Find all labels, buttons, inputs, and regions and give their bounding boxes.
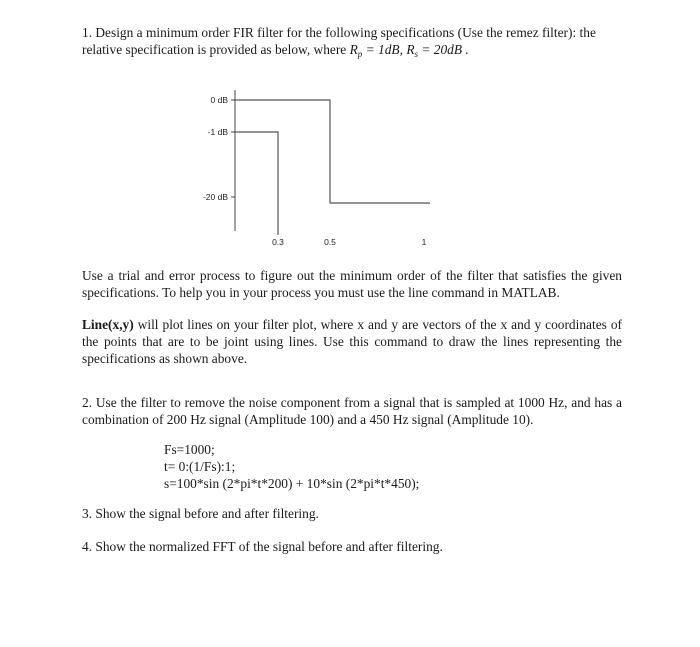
line-command-paragraph (82, 316, 622, 367)
x-label-0-5: 0.5 (324, 237, 336, 247)
y-label-1db: -1 dB (207, 127, 228, 137)
filter-spec-figure (190, 85, 430, 255)
x-label-1: 1 (421, 237, 427, 247)
upper-spec-line (235, 100, 430, 203)
rs-value: = 20dB . (421, 42, 469, 57)
y-label-20db: -20 dB (202, 192, 228, 202)
rp-symbol: R (349, 42, 358, 57)
question-4: 4. Show the normalized FFT of the signal before and after filtering. (82, 539, 443, 554)
line-command-bold: Line(x,y) (82, 317, 134, 332)
question-1-text: 1. Design a minimum order FIR filter for the following specifications (Use the remez filter): the relative specification is provided as below, where (82, 25, 596, 57)
code-line: Fs=1000; (164, 442, 215, 457)
code-line: s=100*sin (2*pi*t*200) + 10*sin (2*pi*t*450); (164, 476, 420, 491)
question-2: 2. Use the filter to remove the noise component from a signal that is sampled at 1000 Hz, and has a combination of 200 Hz signal (Amplitude 100) and a 450 Hz signal (Amplitude 10). (82, 395, 622, 427)
x-label-0-3: 0.3 (272, 237, 284, 247)
rp-subscript: p (357, 49, 363, 59)
lower-spec-line (235, 132, 278, 235)
rs-symbol: R (406, 42, 415, 57)
rp-value: = 1dB, (365, 42, 403, 57)
matlab-code-block (164, 441, 564, 492)
code-line: t= 0:(1/Fs):1; (164, 459, 236, 474)
question-1 (82, 24, 622, 63)
rs-subscript: s (414, 49, 419, 59)
line-command-text: will plot lines on your filter plot, where x and y are vectors of the x and y coordinates of the points that are to be joint using lines. Use this command to draw the lines representing the specifications as shown above. (82, 317, 622, 366)
y-label-0db: 0 dB (210, 95, 228, 105)
trial-paragraph: Use a trial and error process to figure out the minimum order of the filter that satisfies the given specifications. To help you in your process you must use the line command in MATLAB. (82, 268, 622, 300)
question-3: 3. Show the signal before and after filtering. (82, 506, 319, 521)
